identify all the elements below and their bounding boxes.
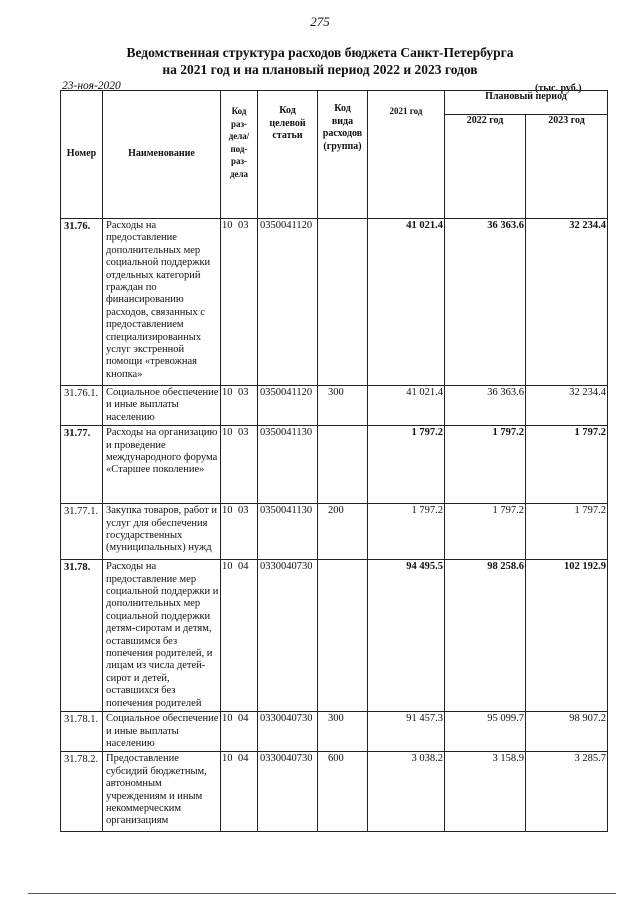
row-number: 31.76. (61, 219, 103, 386)
row-expense-type (318, 426, 368, 504)
title-line-1: Ведомственная структура расходов бюджета Санкт-Петербурга (126, 45, 514, 60)
row-number: 31.76.1. (61, 386, 103, 426)
table-row (61, 504, 608, 560)
row-2022: 3 158.9 (445, 752, 526, 832)
row-target-code: 0330040730 (258, 712, 318, 752)
title-line-2: на 2021 год и на плановый период 2022 и 2023 годов (162, 62, 478, 77)
table-row (61, 426, 608, 504)
header-2022: 2022 год (445, 115, 526, 219)
row-2022: 95 099.7 (445, 712, 526, 752)
header-2023: 2023 год (526, 115, 608, 219)
header-name: Наименование (103, 91, 221, 219)
header-number: Номер (61, 91, 103, 219)
row-section: 10 04 (221, 560, 258, 712)
row-2021: 1 797.2 (368, 504, 445, 560)
row-2022: 36 363.6 (445, 386, 526, 426)
row-number: 31.77.1. (61, 504, 103, 560)
row-section: 10 04 (221, 712, 258, 752)
row-2022: 1 797.2 (445, 504, 526, 560)
page-bottom-divider (28, 893, 616, 894)
row-expense-type: 300 (318, 386, 368, 426)
header-2021: 2021 год (368, 91, 445, 219)
header-planned-period: Плановый период (445, 91, 608, 115)
row-expense-type (318, 560, 368, 712)
row-2021: 41 021.4 (368, 386, 445, 426)
table-row (61, 752, 608, 832)
row-section: 10 03 (221, 386, 258, 426)
row-section: 10 04 (221, 752, 258, 832)
row-2023: 98 907.2 (526, 712, 608, 752)
row-expense-type: 200 (318, 504, 368, 560)
header-expense-type: Код вида расходов (группа) (318, 91, 368, 219)
row-2021: 3 038.2 (368, 752, 445, 832)
row-2023: 1 797.2 (526, 426, 608, 504)
table-row (61, 386, 608, 426)
row-number: 31.77. (61, 426, 103, 504)
row-target-code: 0350041120 (258, 386, 318, 426)
header-section: Код раз- дела/ под- раз- дела (221, 91, 258, 219)
units-label: (тыс. руб.) (535, 83, 582, 94)
row-2023: 102 192.9 (526, 560, 608, 712)
row-name: Расходы на предоставление мер социальной поддержки и дополнительных мер социальной поддержки детям-сиротам и детям, оставшимся без попечения родителей, и лицам из числа детей-сирот и детей, оставшихся без попечения родителей (103, 560, 221, 712)
row-2023: 1 797.2 (526, 504, 608, 560)
row-name: Расходы на организацию и проведение международного форума «Старшее поколение» (103, 426, 221, 504)
row-2021: 91 457.3 (368, 712, 445, 752)
row-expense-type: 300 (318, 712, 368, 752)
header-target-code: Код целевой статьи (258, 91, 318, 219)
document-date: 23-ноя-2020 (62, 80, 121, 92)
table-row (61, 560, 608, 712)
document-title (0, 44, 640, 78)
row-2022: 98 258.6 (445, 560, 526, 712)
row-target-code: 0330040730 (258, 560, 318, 712)
row-target-code: 0330040730 (258, 752, 318, 832)
budget-table (60, 90, 608, 832)
row-name: Социальное обеспечение и иные выплаты населению (103, 386, 221, 426)
row-2021: 94 495.5 (368, 560, 445, 712)
row-number: 31.78. (61, 560, 103, 712)
row-2023: 3 285.7 (526, 752, 608, 832)
row-expense-type (318, 219, 368, 386)
row-name: Социальное обеспечение и иные выплаты населению (103, 712, 221, 752)
row-target-code: 0350041130 (258, 504, 318, 560)
row-2022: 1 797.2 (445, 426, 526, 504)
row-target-code: 0350041130 (258, 426, 318, 504)
row-number: 31.78.1. (61, 712, 103, 752)
table-row (61, 219, 608, 386)
row-name: Расходы на предоставление дополнительных мер социальной поддержки отдельных категорий граждан по финансированию расходов, связанных с предоставлением специализированных услуг экстренной помощи «тревожная кнопка» (103, 219, 221, 386)
row-2023: 32 234.4 (526, 386, 608, 426)
row-2021: 1 797.2 (368, 426, 445, 504)
row-name: Предоставление субсидий бюджетным, автономным учреждениям и иным некоммерческим организациям (103, 752, 221, 832)
table-row (61, 712, 608, 752)
row-name: Закупка товаров, работ и услуг для обеспечения государственных (муниципальных) нужд (103, 504, 221, 560)
row-target-code: 0350041120 (258, 219, 318, 386)
row-2022: 36 363.6 (445, 219, 526, 386)
row-section: 10 03 (221, 219, 258, 386)
page-number: 275 (310, 14, 330, 29)
row-expense-type: 600 (318, 752, 368, 832)
row-number: 31.78.2. (61, 752, 103, 832)
row-section: 10 03 (221, 426, 258, 504)
row-2023: 32 234.4 (526, 219, 608, 386)
row-section: 10 03 (221, 504, 258, 560)
row-2021: 41 021.4 (368, 219, 445, 386)
